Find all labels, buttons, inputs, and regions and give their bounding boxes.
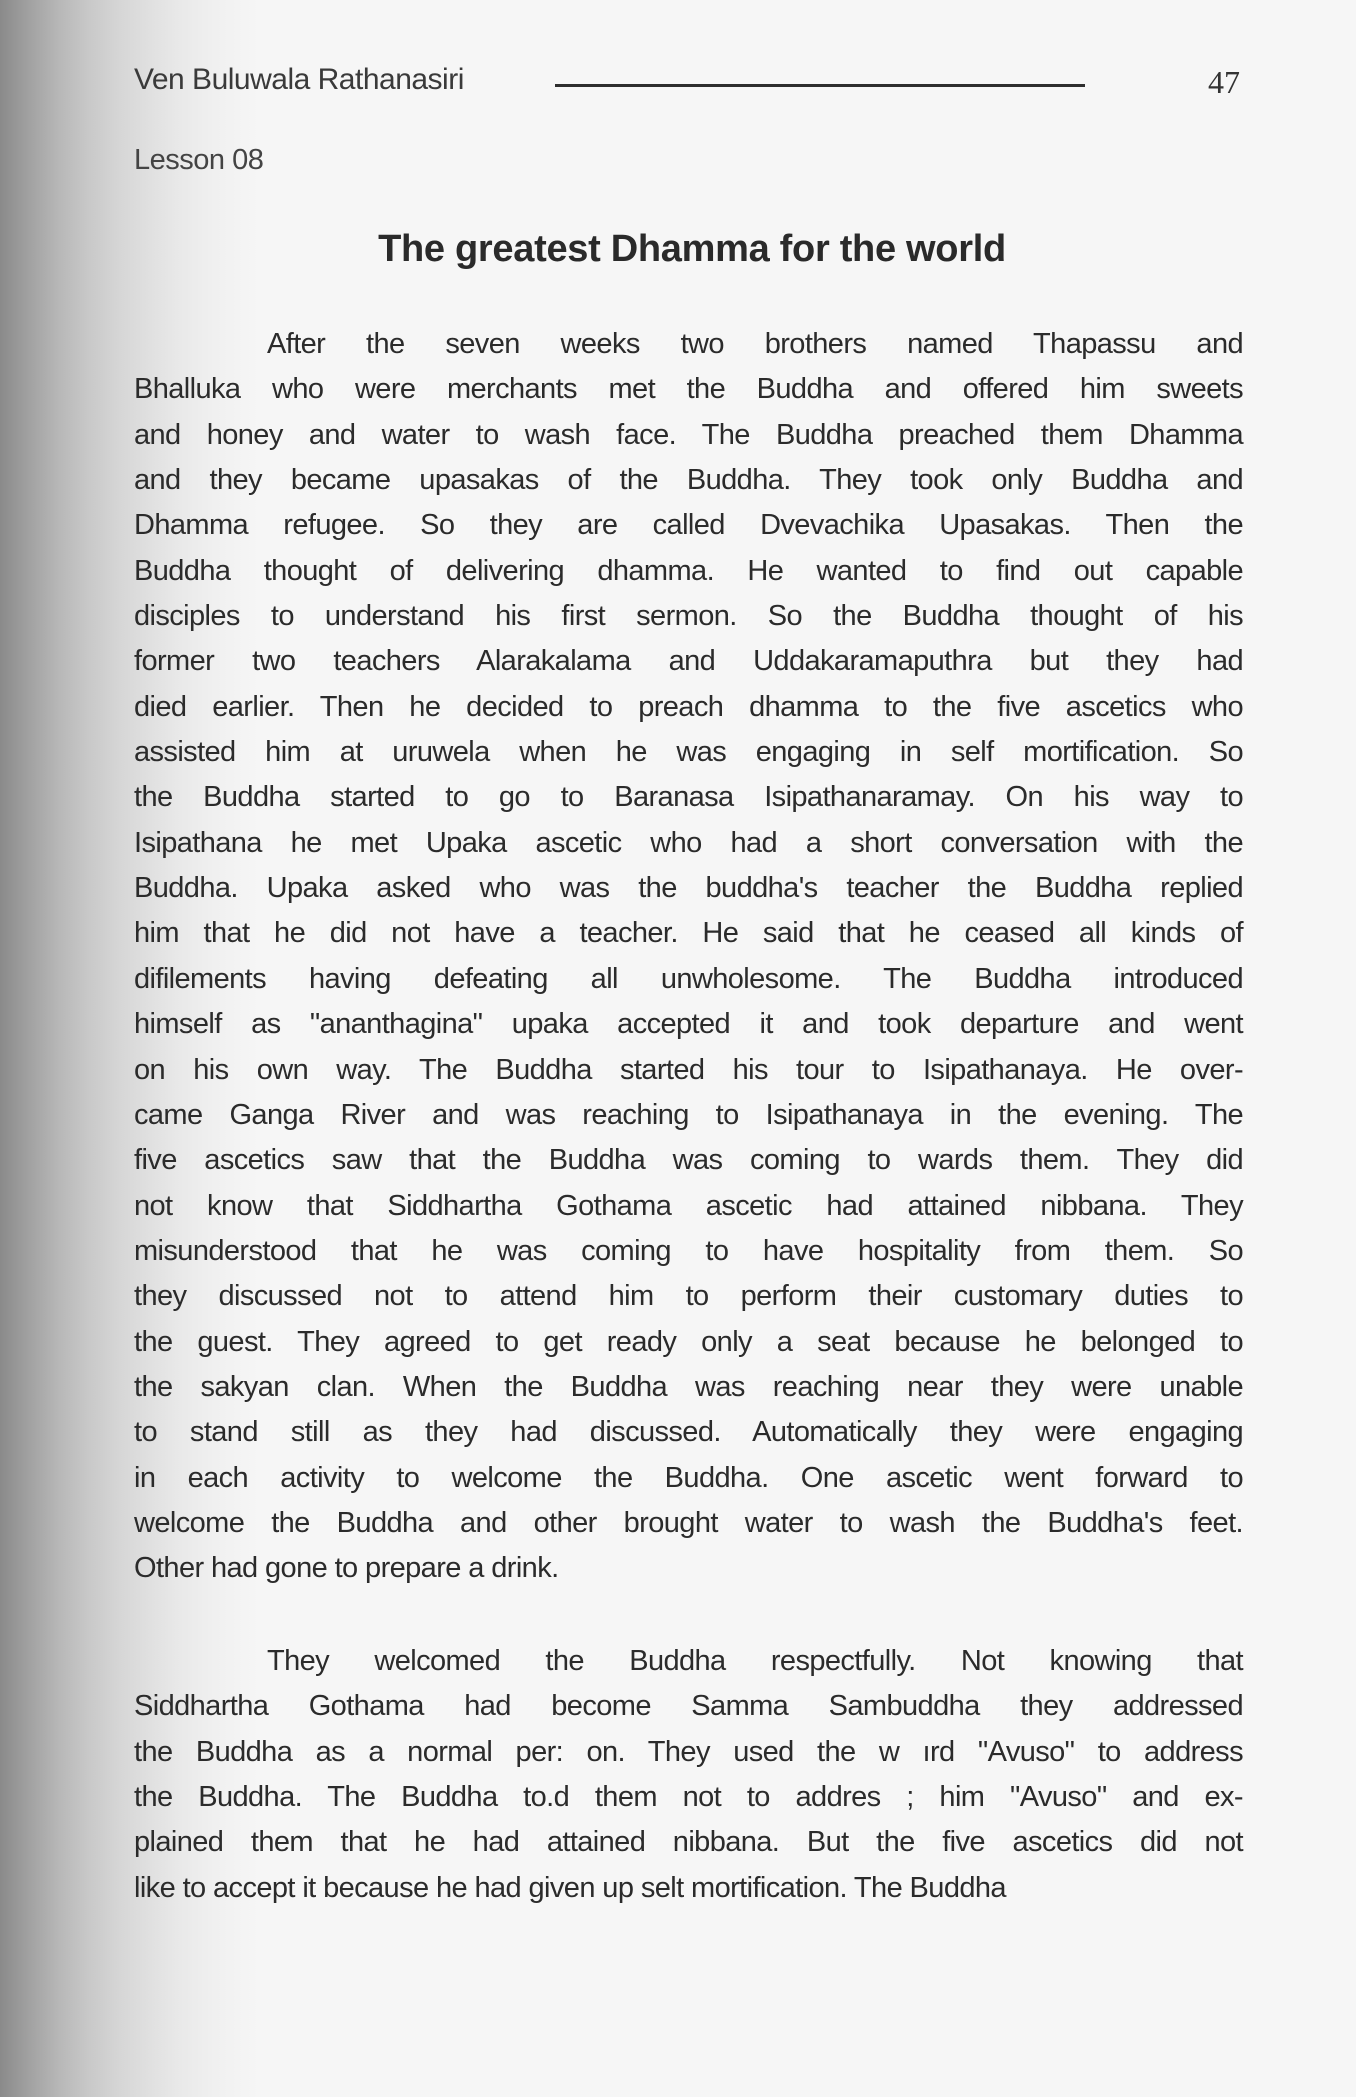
text-line: misunderstood that he was coming to have hospitality from them. So (134, 1234, 1243, 1267)
text-line: came Ganga River and was reaching to Isipathanaya in the evening. The (134, 1098, 1243, 1131)
text-line: the Buddha started to go to Baranasa Isipathanaramay. On his way to (134, 781, 1243, 814)
text-line: Buddha thought of delivering dhamma. He wanted to find out capable (134, 554, 1243, 587)
text-line: disciples to understand his first sermon. So the Buddha thought of his (134, 600, 1243, 633)
text-line: the guest. They agreed to get ready only a seat because he belonged to (134, 1325, 1243, 1358)
text-line: welcome the Buddha and other brought water to wash the Buddha's feet. (134, 1506, 1243, 1539)
paragraph-1 (134, 322, 1243, 1592)
text-line: him that he did not have a teacher. He said that he ceased all kinds of (134, 917, 1243, 950)
chapter-title: The greatest Dhamma for the world (378, 228, 1006, 270)
running-header-author: Ven Buluwala Rathanasiri (134, 63, 464, 96)
text-line: assisted him at uruwela when he was engaging in self mortification. So (134, 736, 1243, 769)
text-line: plained them that he had attained nibbana. But the five ascetics did not (134, 1826, 1243, 1859)
text-line: Bhalluka who were merchants met the Buddha and offered him sweets (134, 373, 1243, 406)
text-line: they discussed not to attend him to perform their customary duties to (134, 1280, 1243, 1313)
paragraph-2 (134, 1639, 1243, 1911)
text-line: Siddhartha Gothama had become Samma Sambuddha they addressed (134, 1690, 1243, 1723)
text-line: difilements having defeating all unwholesome. The Buddha introduced (134, 962, 1243, 995)
text-line: the sakyan clan. When the Buddha was reaching near they were unable (134, 1370, 1243, 1403)
text-line: died earlier. Then he decided to preach dhamma to the five ascetics who (134, 690, 1243, 723)
text-line: After the seven weeks two brothers named Thapassu and (267, 328, 1243, 360)
text-line: They welcomed the Buddha respectfully. Not knowing that (267, 1645, 1243, 1677)
text-line: former two teachers Alarakalama and Uddakaramaputhra but they had (134, 645, 1243, 678)
lesson-label: Lesson 08 (134, 144, 264, 176)
text-line: Other had gone to prepare a drink. (134, 1552, 559, 1585)
text-line: and they became upasakas of the Buddha. They took only Buddha and (134, 464, 1243, 497)
text-line: the Buddha. The Buddha to.d them not to addres ; him "Avuso" and ex- (134, 1781, 1243, 1814)
text-line: Isipathana he met Upaka ascetic who had a short conversation with the (134, 826, 1243, 859)
text-line: in each activity to welcome the Buddha. One ascetic went forward to (134, 1461, 1243, 1494)
text-line: like to accept it because he had given up selt mortification. The Buddha (134, 1871, 1006, 1904)
text-line: and honey and water to wash face. The Buddha preached them Dhamma (134, 418, 1243, 451)
text-line: on his own way. The Buddha started his tour to Isipathanaya. He over- (134, 1053, 1243, 1086)
text-line: Buddha. Upaka asked who was the buddha's teacher the Buddha replied (134, 872, 1243, 905)
text-line: himself as "ananthagina" upaka accepted it and took departure and went (134, 1008, 1243, 1041)
text-line: to stand still as they had discussed. Automatically they were engaging (134, 1416, 1243, 1449)
header-rule (555, 84, 1085, 87)
text-line: not know that Siddhartha Gothama ascetic had attained nibbana. They (134, 1189, 1243, 1222)
text-line: five ascetics saw that the Buddha was coming to wards them. They did (134, 1144, 1243, 1177)
page-number: 47 (1208, 64, 1240, 100)
text-line: the Buddha as a normal per: on. They used the w ırd "Avuso" to address (134, 1735, 1243, 1768)
text-line: Dhamma refugee. So they are called Dvevachika Upasakas. Then the (134, 509, 1243, 542)
